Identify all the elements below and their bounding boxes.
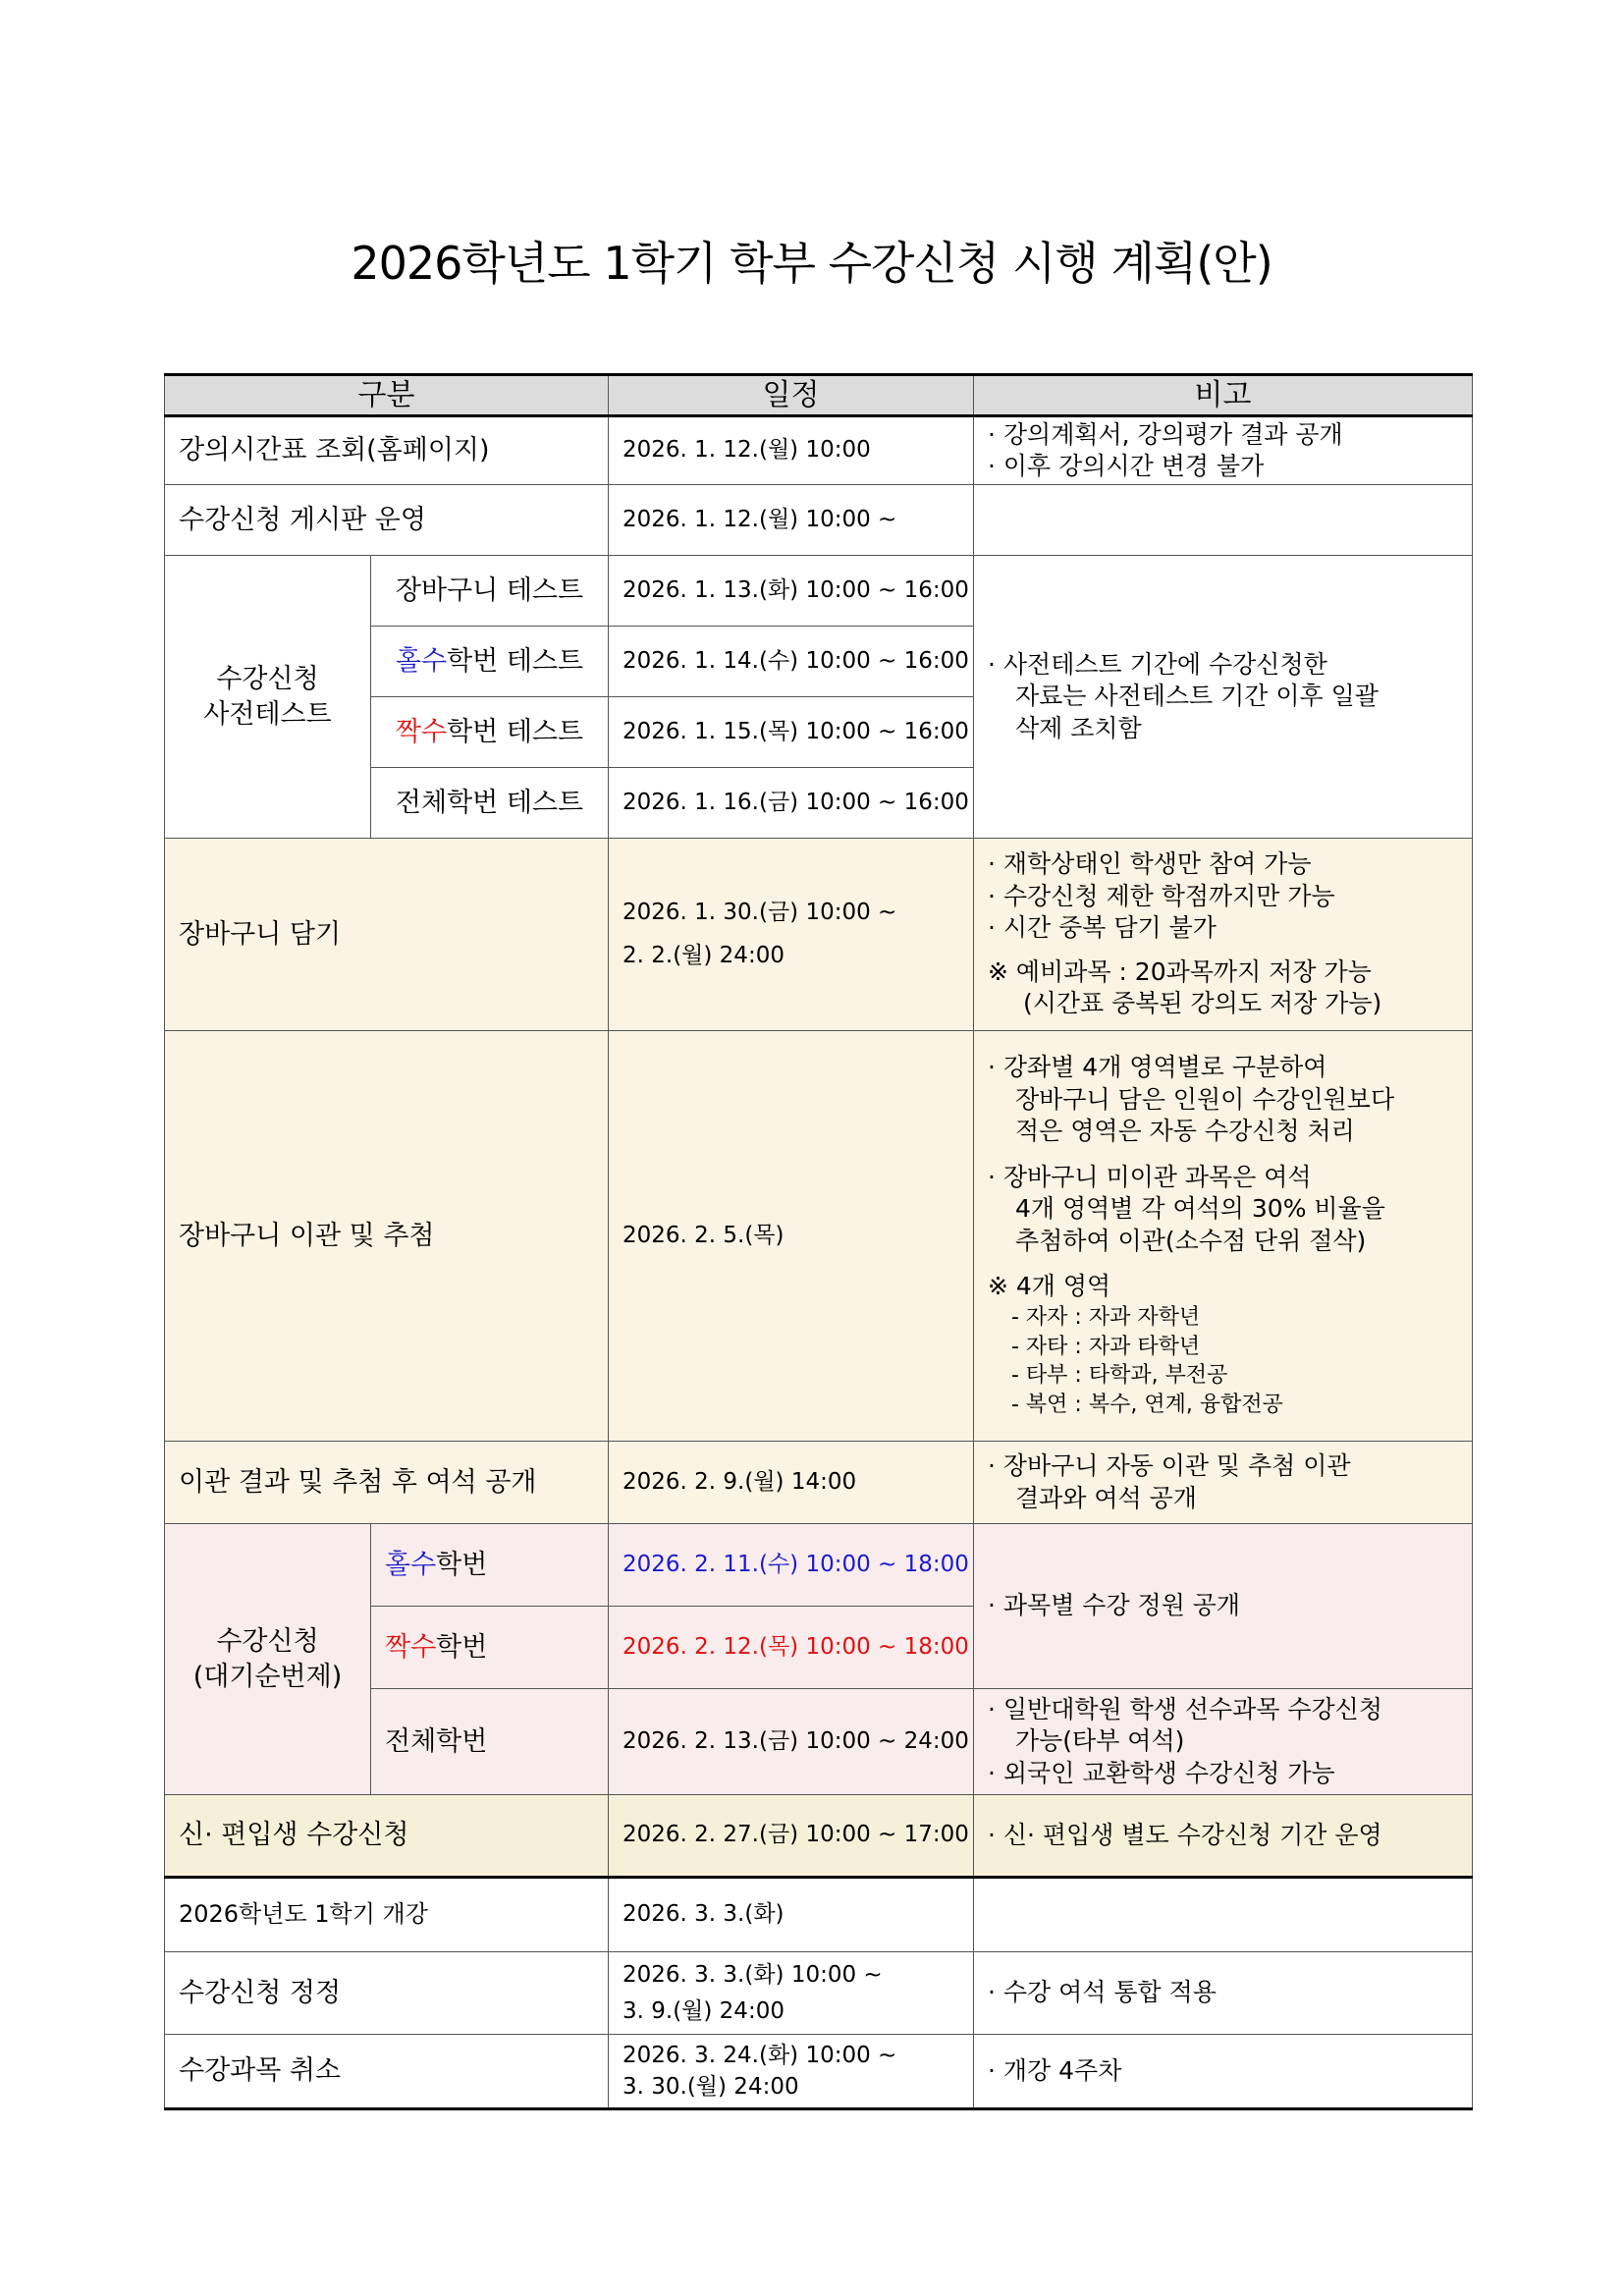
row-date: 2026. 3. 24.(화) 10:00 ~ 3. 30.(월) 24:00: [609, 2035, 974, 2109]
table-row: [165, 1442, 1473, 1524]
row-category: 2026학년도 1학기 개강: [165, 1878, 609, 1952]
row-date: 2026. 1. 14.(수) 10:00 ~ 16:00: [609, 627, 974, 697]
row-note: · 일반대학원 학생 선수과목 수강신청 가능(타부 여석) · 외국인 교환학생 수강신청 가능: [974, 1689, 1473, 1795]
table-row: [165, 485, 1473, 556]
table-row: [165, 839, 1473, 1031]
row-date: 2026. 2. 13.(금) 10:00 ~ 24:00: [609, 1689, 974, 1795]
table-row: [165, 416, 1473, 485]
pretest-note: · 사전테스트 기간에 수강신청한 자료는 사전테스트 기간 이후 일괄 삭제 조치함: [974, 556, 1473, 839]
row-date: 2026. 1. 15.(목) 10:00 ~ 16:00: [609, 697, 974, 768]
registration-all-label: 전체학번: [371, 1689, 609, 1795]
pretest-item-label: 장바구니 테스트: [371, 556, 609, 627]
registration-category: 수강신청 (대기순번제): [165, 1524, 371, 1795]
row-note: · 장바구니 자동 이관 및 추첨 이관 결과와 여석 공개: [974, 1442, 1473, 1524]
row-date: 2026. 1. 13.(화) 10:00 ~ 16:00: [609, 556, 974, 627]
row-note: · 수강 여석 통합 적용: [974, 1952, 1473, 2035]
row-date: 2026. 2. 12.(목) 10:00 ~ 18:00: [609, 1607, 974, 1689]
row-category: 이관 결과 및 추첨 후 여석 공개: [165, 1442, 609, 1524]
registration-even-label: 짝수학번: [371, 1607, 609, 1689]
pretest-item-label: 전체학번 테스트: [371, 768, 609, 839]
row-note: [974, 1878, 1473, 1952]
table-row: [165, 1031, 1473, 1442]
row-category: 수강신청 게시판 운영: [165, 485, 609, 556]
row-note: · 과목별 수강 정원 공개: [974, 1524, 1473, 1689]
schedule-table: [164, 373, 1473, 2110]
table-row: [165, 556, 1473, 627]
pretest-category: 수강신청 사전테스트: [165, 556, 371, 839]
row-date: 2026. 1. 16.(금) 10:00 ~ 16:00: [609, 768, 974, 839]
row-note: · 신· 편입생 별도 수강신청 기간 운영: [974, 1795, 1473, 1878]
row-date: 2026. 1. 12.(월) 10:00 ~: [609, 485, 974, 556]
table-row: [165, 2035, 1473, 2109]
table-row: [165, 1795, 1473, 1878]
row-note: [974, 485, 1473, 556]
registration-odd-label: 홀수학번: [371, 1524, 609, 1607]
row-date: 2026. 2. 11.(수) 10:00 ~ 18:00: [609, 1524, 974, 1607]
table-row: [165, 1878, 1473, 1952]
row-date: 2026. 1. 12.(월) 10:00: [609, 416, 974, 485]
row-date: 2026. 2. 27.(금) 10:00 ~ 17:00: [609, 1795, 974, 1878]
row-date: 2026. 2. 9.(월) 14:00: [609, 1442, 974, 1524]
pretest-item-label: 짝수학번 테스트: [371, 697, 609, 768]
row-category: 장바구니 담기: [165, 839, 609, 1031]
row-note: · 강의계획서, 강의평가 결과 공개 · 이후 강의시간 변경 불가: [974, 416, 1473, 485]
table-row: [165, 1952, 1473, 2035]
row-date: 2026. 3. 3.(화) 10:00 ~ 3. 9.(월) 24:00: [609, 1952, 974, 2035]
header-category: 구분: [165, 375, 609, 416]
header-schedule: 일정: [609, 375, 974, 416]
row-note: · 개강 4주차: [974, 2035, 1473, 2109]
row-date: 2026. 1. 30.(금) 10:00 ~ 2. 2.(월) 24:00: [609, 839, 974, 1031]
row-note: · 재학상태인 학생만 참여 가능 · 수강신청 제한 학점까지만 가능 · 시간 중복 담기 불가 ※ 예비과목 : 20과목까지 저장 가능 (시간표 중복된 강의도 저장 가능): [974, 839, 1473, 1031]
row-category: 신· 편입생 수강신청: [165, 1795, 609, 1878]
table-header: [165, 375, 1473, 416]
row-date: 2026. 3. 3.(화): [609, 1878, 974, 1952]
table-row: [165, 1524, 1473, 1607]
page-title: 2026학년도 1학기 학부 수강신청 시행 계획(안): [351, 237, 1272, 290]
pretest-item-label: 홀수학번 테스트: [371, 627, 609, 697]
row-date: 2026. 2. 5.(목): [609, 1031, 974, 1442]
row-category: 수강과목 취소: [165, 2035, 609, 2109]
row-category: 장바구니 이관 및 추첨: [165, 1031, 609, 1442]
header-note: 비고: [974, 375, 1473, 416]
row-note: · 강좌별 4개 영역별로 구분하여 장바구니 담은 인원이 수강인원보다 적은 영역은 자동 수강신청 처리 · 장바구니 미이관 과목은 여석 4개 영역별 각 여석의 30% 비율을 추첨하여 이관(소수점 단위 절삭) ※ 4개 영역 - 자자 : 자과 자학년 - 자타 : 자과 타학년 - 타부 : 타학과, 부전공 - 복연 : 복수, 연계, 융합전공: [974, 1031, 1473, 1442]
row-category: 수강신청 정정: [165, 1952, 609, 2035]
row-category: 강의시간표 조회(홈페이지): [165, 416, 609, 485]
